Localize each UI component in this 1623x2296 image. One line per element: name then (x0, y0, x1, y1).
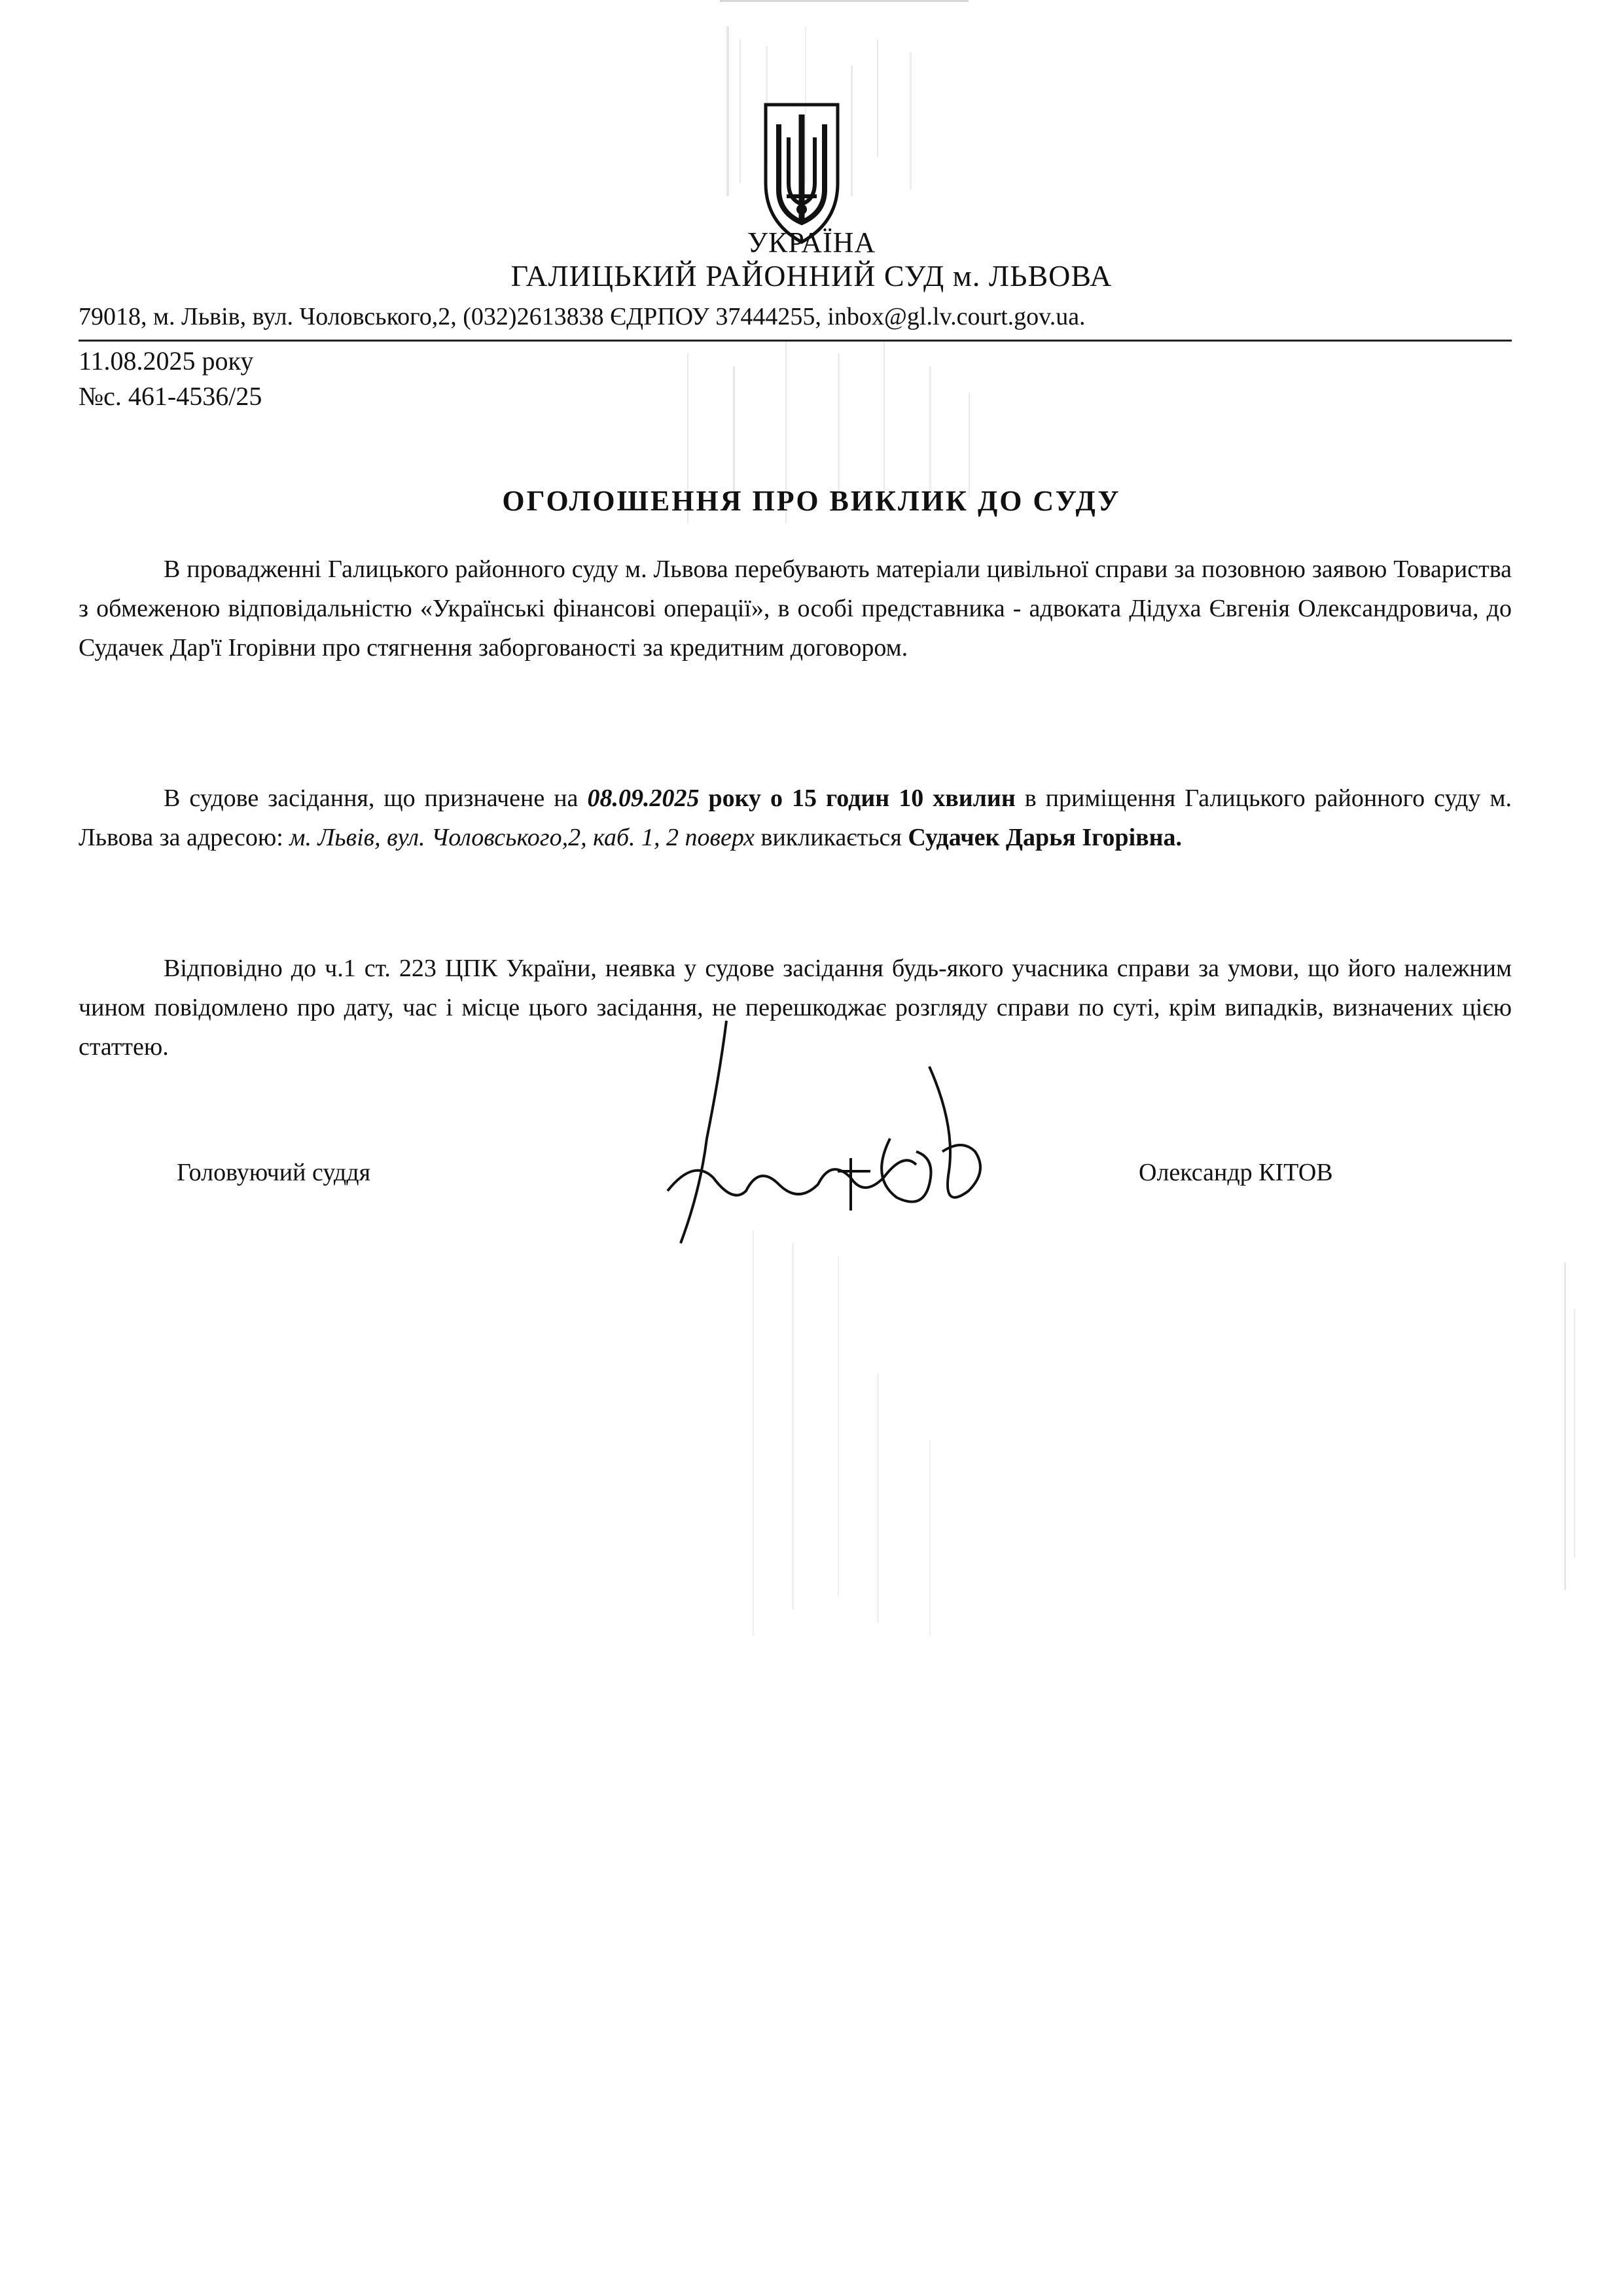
hearing-time: о 15 годин 10 хвилин (770, 785, 1016, 812)
paragraph-proceedings: В провадженні Галицького районного суду м. Львова перебувають матеріали цивільної справи за позовною заявою Товариства з обмеженою відповідальністю «Українські фінансові операції», в особі представника - адвоката Дідуха Євгенія Олександровича, до Судачек Дар'ї Ігорівни про стягнення заборгованості за кредитним договором. (79, 556, 1512, 662)
signature-icon (654, 995, 995, 1256)
hearing-year: року (699, 785, 770, 812)
country-name: УКРАЇНА (747, 226, 876, 258)
court-address: 79018, м. Львів, вул. Чоловського,2, (032)2613838 ЄДРПОУ 37444255, inbox@gl.lv.court.gov.ua. (79, 303, 1086, 330)
case-number: №с. 461-4536/25 (79, 381, 262, 411)
paragraph-legal-notice: Відповідно до ч.1 ст. 223 ЦПК України, неявка у судове засідання будь-якого учасника справи за умови, що його належним чином повідомлено про дату, час і місце цього засідання, не перешкоджає розгляду справи по суті, крім випадків, визначених цією статтею. (79, 955, 1512, 1061)
document-title: ОГОЛОШЕННЯ ПРО ВИКЛИК ДО СУДУ (502, 485, 1121, 517)
judge-role: Головуючий суддя (177, 1159, 371, 1186)
hearing-date: 08.09.2025 (587, 785, 700, 812)
defendant-name: Судачек Дарья Ігорівна. (908, 824, 1183, 851)
paragraph-hearing (79, 779, 1512, 857)
header-divider (79, 340, 1512, 342)
judge-name: Олександр КІТОВ (1139, 1159, 1333, 1186)
summon-text: викликається (755, 824, 908, 851)
hearing-location-intro: в приміщення Галицького районного суду м. Львова за адресою: (79, 785, 1512, 851)
hearing-intro: В судове засідання, що призначене на (164, 785, 588, 812)
document-date: 11.08.2025 року (79, 346, 254, 376)
court-name: ГАЛИЦЬКИЙ РАЙОННИЙ СУД м. ЛЬВОВА (510, 259, 1113, 292)
hearing-address: м. Львів, вул. Чоловського,2, каб. 1, 2 поверх (289, 824, 755, 851)
